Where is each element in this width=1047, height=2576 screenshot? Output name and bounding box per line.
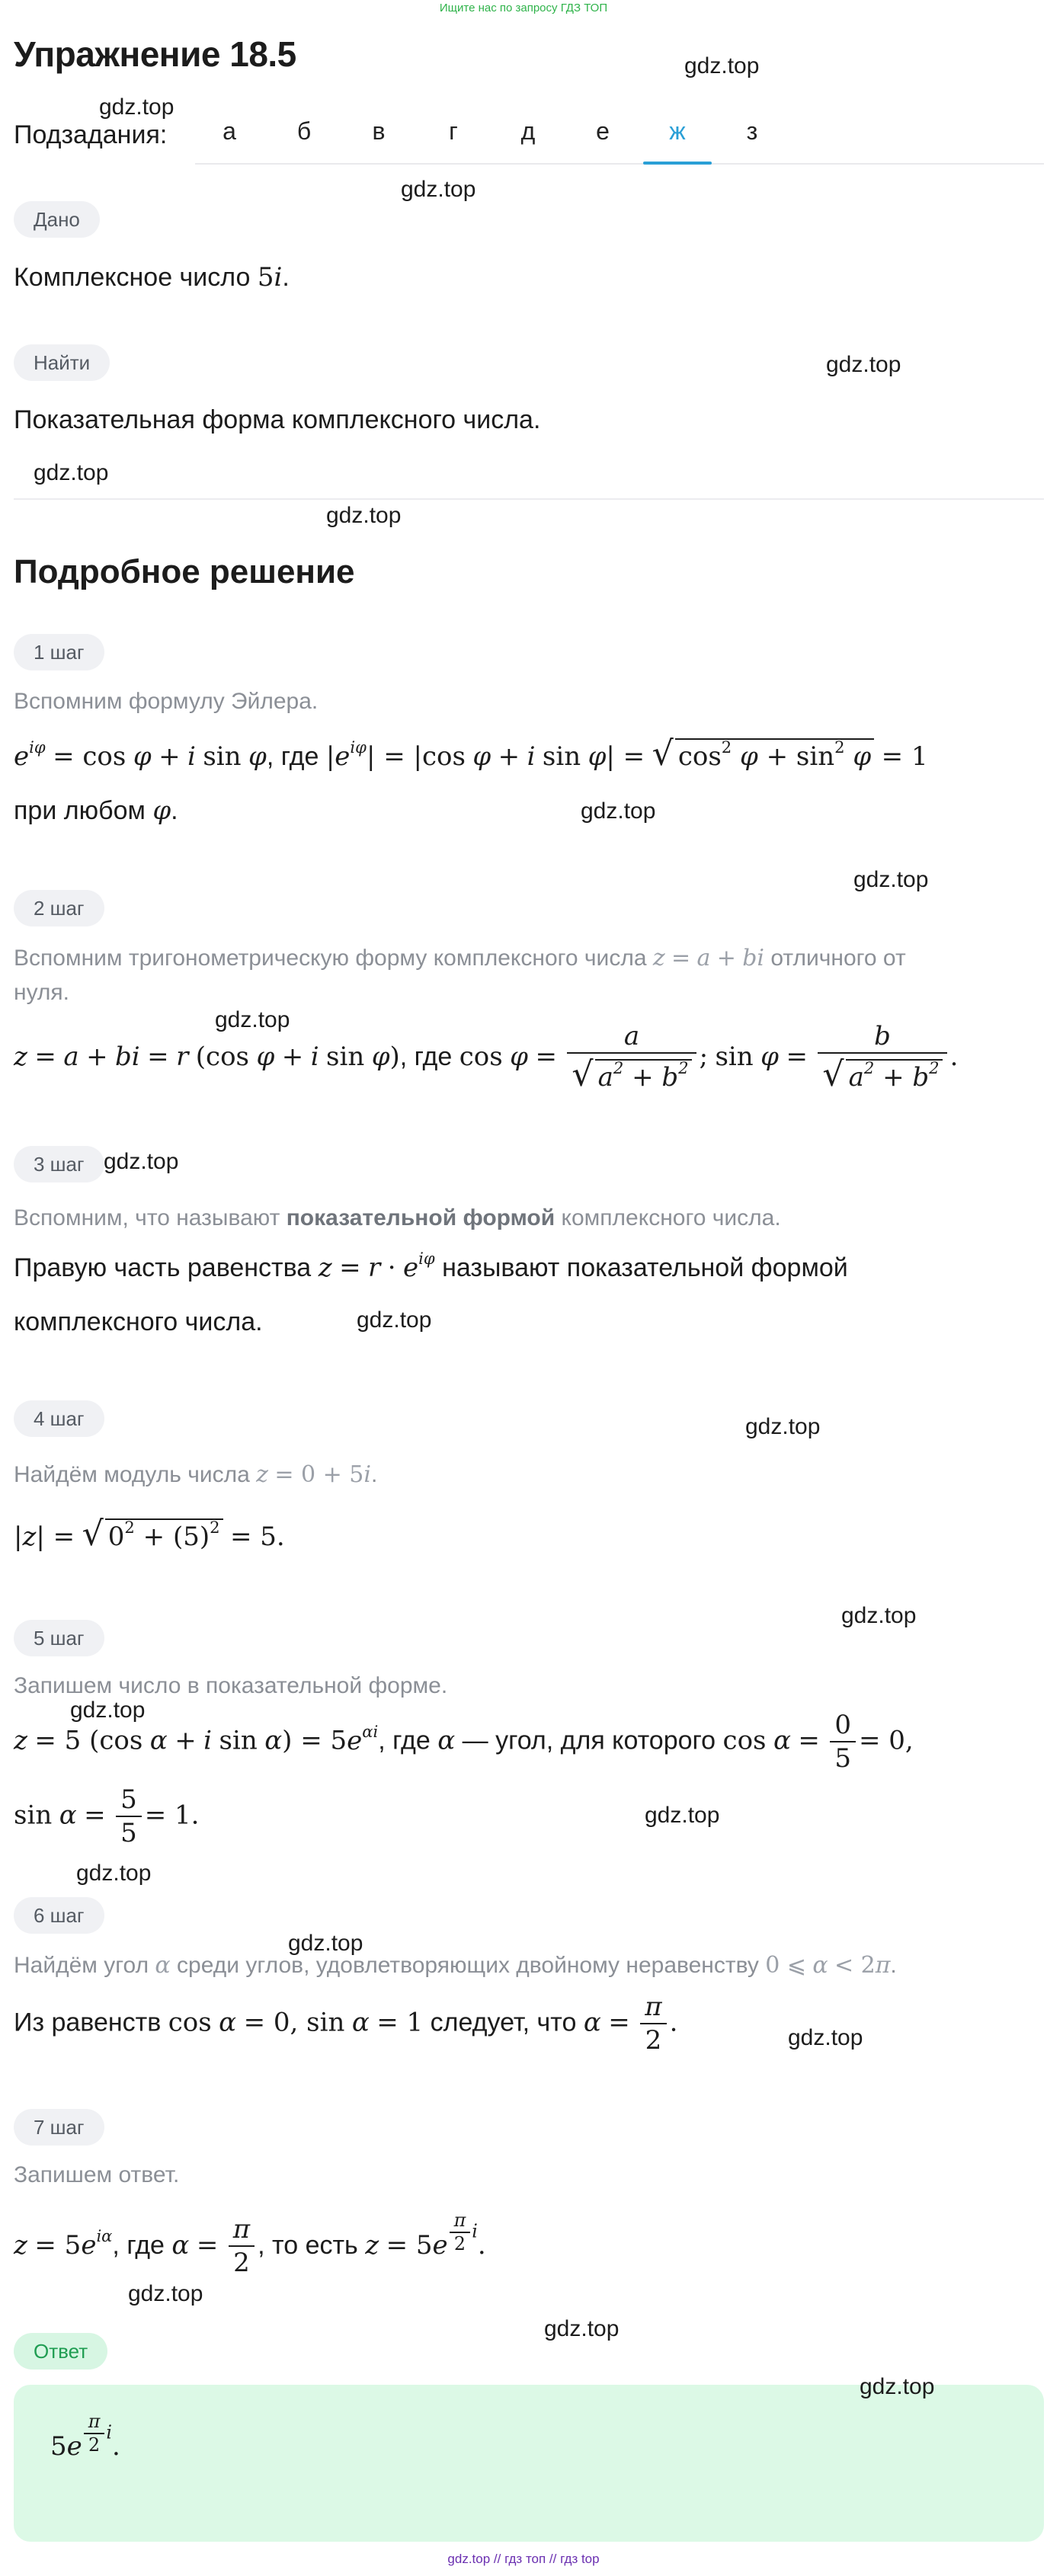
step-1-hint: Вспомним формулу Эйлера. — [14, 689, 319, 714]
watermark: gdz.top — [128, 2281, 203, 2306]
tab-a[interactable]: а — [223, 117, 236, 145]
watermark: gdz.top — [581, 798, 656, 824]
tab-e[interactable]: е — [596, 117, 610, 145]
step-2-hint-cont: нуля. — [14, 980, 69, 1005]
step-1-text: при любом φ. — [14, 795, 178, 826]
watermark: gdz.top — [860, 2374, 935, 2399]
answer-box — [14, 2385, 1044, 2542]
watermark: gdz.top — [853, 867, 929, 892]
step-2-pill: 2 шаг — [14, 890, 104, 926]
step-4-hint: Найдём модуль числа z = 0 + 5i. — [14, 1461, 378, 1488]
section-divider — [14, 498, 1044, 500]
watermark: gdz.top — [104, 1149, 179, 1174]
tab-d[interactable]: д — [520, 117, 536, 145]
step-6-hint: Найдём угол α среди углов, удовлетворяющих двойному неравенству 0 ⩽ α < 2π. — [14, 1952, 897, 1979]
step-6-pill: 6 шаг — [14, 1897, 104, 1934]
step-3-text: Правую часть равенства $z = r \cdot e^{i\varphi}$ называют показательной формой — [14, 1249, 848, 1283]
page-title: Упражнение 18.5 — [14, 34, 296, 74]
footer-link[interactable]: gdz.top // гдз топ // гдз top — [447, 2552, 600, 2566]
watermark: gdz.top — [826, 352, 901, 377]
step-1-formula: $e^{i\varphi} = \cos \varphi + i$ sin φ, где $|e^{i\varphi}| = |\cos$ φ + i sin φ| = √ $\cos^2 \varphi + \sin^2 \varphi = 1$ — [14, 734, 928, 773]
tab-g[interactable]: г — [449, 117, 458, 145]
watermark: gdz.top — [34, 460, 109, 485]
solution-title: Подробное решение — [14, 553, 355, 590]
watermark: gdz.top — [841, 1603, 917, 1628]
watermark: gdz.top — [215, 1007, 290, 1032]
tab-z[interactable]: з — [746, 117, 758, 145]
tab-zh-active[interactable]: ж — [643, 117, 712, 146]
watermark: gdz.top — [76, 1861, 152, 1886]
given-pill: Дано — [14, 201, 100, 238]
step-2-hint: Вспомним тригонометрическую форму комплексного числа z = a + bi отличного от — [14, 945, 906, 971]
step-6-text: Из равенств cos α = 0, sin α = 1 следует, что α = $\frac{\pi}{2}$ . — [14, 1992, 678, 2056]
watermark: gdz.top — [326, 503, 402, 528]
watermark: gdz.top — [401, 177, 476, 202]
tab-v[interactable]: в — [372, 117, 386, 145]
watermark: gdz.top — [70, 1698, 146, 1723]
step-5-hint: Запишем число в показательной форме. — [14, 1673, 448, 1698]
watermark: gdz.top — [745, 1414, 821, 1439]
step-5-formula: z = 5 (cos α + i $\sin \alpha) = 5e^{\alpha i}$, где α — угол, для которого cos α = $\frac{0}{5}$ = 0, — [14, 1710, 914, 1774]
step-4-formula: |z| = √ $0^2 + (5)^2 = 5$. — [14, 1515, 285, 1554]
given-text: Комплексное число 5i. — [14, 262, 290, 293]
answer-pill: Ответ — [14, 2333, 107, 2370]
find-text: Показательная форма комплексного числа. — [14, 405, 541, 434]
step-3-text-cont: комплексного числа. — [14, 1307, 263, 1336]
subtask-tabs — [195, 114, 1044, 165]
watermark: gdz.top — [288, 1931, 363, 1956]
step-7-pill: 7 шаг — [14, 2109, 104, 2146]
watermark: gdz.top — [544, 2316, 620, 2341]
step-2-formula: z = a + bi = r (cos φ + i sin φ), где cos φ = $\frac{a}{√ a^2 + b^2}$ ; sin φ = $\frac{b}{√ a^2 + b^2}$ . — [14, 1021, 958, 1096]
step-7-formula: $z = 5e^{i\alpha}$, где α = $\frac{\pi}{2}$ , то есть z = 5e $\frac{\pi}{2}$ i. — [14, 2210, 486, 2278]
step-5-pill: 5 шаг — [14, 1620, 104, 1656]
tab-b[interactable]: б — [296, 117, 312, 145]
watermark: gdz.top — [645, 1803, 720, 1828]
watermark: gdz.top — [684, 53, 760, 78]
top-note[interactable]: Ищите нас по запросу ГДЗ ТОП — [439, 2, 608, 14]
watermark: gdz.top — [788, 2025, 863, 2050]
step-3-pill: 3 шаг — [14, 1146, 104, 1182]
watermark: gdz.top — [99, 94, 174, 120]
step-7-hint: Запишем ответ. — [14, 2162, 180, 2187]
find-pill: Найти — [14, 344, 110, 381]
watermark: gdz.top — [357, 1307, 432, 1333]
step-4-pill: 4 шаг — [14, 1400, 104, 1437]
step-1-pill: 1 шаг — [14, 634, 104, 670]
step-5-formula-cont: sin α = $\frac{5}{5}$ = 1. — [14, 1784, 200, 1848]
subtasks-label: Подзадания: — [14, 120, 168, 149]
step-3-hint: Вспомним, что называют показательной формой комплексного числа. — [14, 1205, 781, 1230]
answer-formula: 5e $\frac{\pi}{2}$ i. — [50, 2411, 120, 2462]
